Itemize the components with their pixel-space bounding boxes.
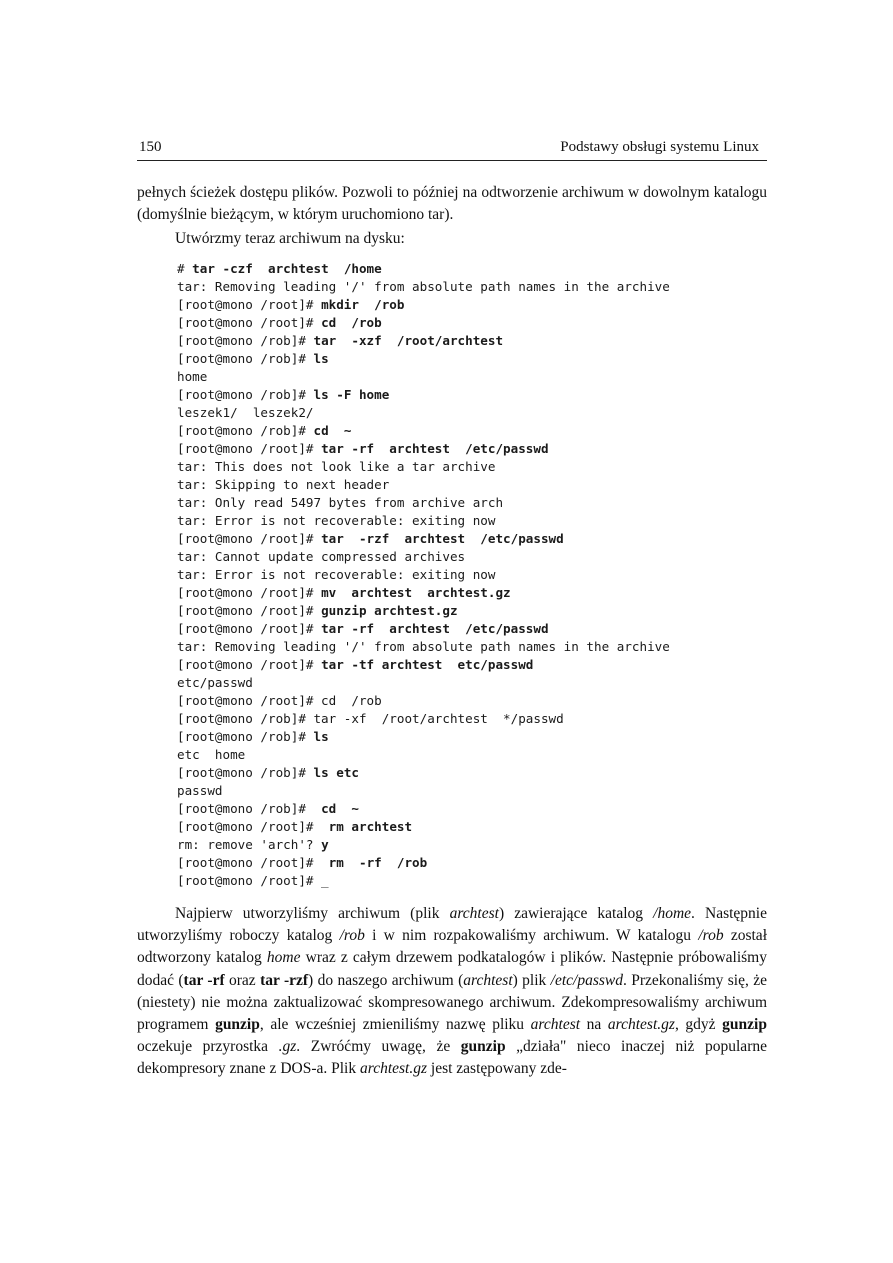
command: gunzip: [722, 1016, 767, 1034]
terminal-line: [177, 764, 777, 782]
filename: archtest: [463, 971, 513, 989]
text-run: . Zwróćmy uwagę, że: [296, 1038, 461, 1056]
running-title: Podstawy obsługi systemu Linux: [560, 139, 759, 155]
terminal-command: ls etc: [313, 765, 359, 780]
terminal-prompt: tar: Error is not recoverable: exiting now: [177, 567, 496, 582]
terminal-prompt: [root@mono /rob]# tar -xf /root/archtest */passwd: [177, 711, 564, 726]
terminal-line: [177, 314, 777, 332]
terminal-prompt: tar: Only read 5497 bytes from archive arch: [177, 495, 504, 510]
terminal-line: [177, 566, 777, 584]
terminal-prompt: [root@mono /root]#: [177, 657, 322, 672]
terminal-line: [177, 620, 777, 638]
terminal-prompt: [root@mono /root]#: [177, 315, 322, 330]
terminal-line: [177, 818, 777, 836]
terminal-command: ls: [313, 729, 329, 744]
filename: archtest.gz: [359, 1060, 428, 1078]
filename: archtest: [530, 1016, 581, 1034]
text-run: . Przekonaliśmy się, że (niestety) nie można zaktualizować skompresowanego archiwum. Zdekompresowaliśmy archiwum programem: [137, 971, 767, 1034]
terminal-prompt: home: [177, 369, 208, 384]
terminal-prompt: [root@mono /rob]#: [177, 801, 322, 816]
text-run: , gdyż: [674, 1016, 723, 1034]
terminal-command: rm archtest: [328, 819, 413, 834]
terminal-command: cd /rob: [321, 315, 382, 330]
terminal-command: mv archtest archtest.gz: [321, 585, 511, 600]
terminal-line: [177, 278, 777, 296]
text-run: „działa" nieco inaczej niż popularne dekompresory znane z DOS-a. Plik: [137, 1038, 767, 1078]
terminal-line: [177, 260, 777, 278]
terminal-command: cd ~: [321, 801, 359, 816]
filename: archtest: [449, 905, 499, 922]
terminal-line: [177, 296, 777, 314]
terminal-prompt: tar: Removing leading '/' from absolute path names in the archive: [177, 279, 670, 294]
terminal-prompt: passwd: [177, 783, 223, 798]
terminal-line: [177, 440, 777, 458]
text-run: jest zastępowany zde-: [427, 1060, 567, 1078]
paragraph-create-archive: Utwórzmy teraz archiwum na dysku:: [175, 230, 405, 247]
terminal-line: [177, 854, 777, 872]
terminal-prompt: [root@mono /root]#: [177, 621, 322, 636]
terminal-line: [177, 800, 777, 818]
terminal-line: [177, 404, 777, 422]
text-run: ) plik: [512, 971, 551, 989]
terminal-prompt: [root@mono /rob]#: [177, 351, 314, 366]
terminal-line: [177, 332, 777, 350]
terminal-line: [177, 548, 777, 566]
terminal-prompt: [root@mono /root]#: [177, 297, 322, 312]
terminal-line: [177, 584, 777, 602]
filename: archtest.gz: [607, 1016, 675, 1034]
terminal-line: [177, 350, 777, 368]
terminal-command: tar -rf archtest /etc/passwd: [321, 441, 549, 456]
terminal-prompt: [root@mono /rob]#: [177, 333, 314, 348]
terminal-line: [177, 512, 777, 530]
terminal-line: [177, 872, 777, 890]
terminal-listing: [177, 260, 777, 890]
command: tar -rzf: [260, 971, 309, 989]
terminal-command: tar -czf archtest /home: [192, 261, 382, 276]
text-run: oczekuje przyrostka: [137, 1038, 279, 1056]
text-run: na: [580, 1016, 608, 1034]
terminal-line: [177, 494, 777, 512]
terminal-command: tar -tf archtest etc/passwd: [321, 657, 534, 672]
terminal-prompt: [root@mono /root]# cd /rob: [177, 693, 382, 708]
command: gunzip: [215, 1016, 260, 1034]
terminal-line: [177, 836, 777, 854]
text-run: oraz: [224, 971, 261, 989]
text-run: i w nim rozpakowaliśmy archiwum. W katalogu: [364, 927, 699, 945]
extension: .gz: [278, 1038, 297, 1056]
terminal-prompt: tar: Removing leading '/' from absolute path names in the archive: [177, 639, 670, 654]
text-run: ) zawierające katalog: [498, 905, 654, 922]
terminal-command: mkdir /rob: [321, 297, 405, 312]
terminal-prompt: tar: Skipping to next header: [177, 477, 390, 492]
terminal-line: [177, 368, 777, 386]
terminal-line: [177, 728, 777, 746]
terminal-line: [177, 386, 777, 404]
dirname: /rob: [698, 927, 724, 945]
terminal-line: [177, 692, 777, 710]
terminal-prompt: rm: remove 'arch'?: [177, 837, 322, 852]
text-run: został odtworzony katalog: [137, 927, 767, 967]
terminal-prompt: [root@mono /root]# _: [177, 873, 329, 888]
terminal-prompt: [root@mono /rob]#: [177, 765, 314, 780]
terminal-prompt: tar: Error is not recoverable: exiting now: [177, 513, 496, 528]
terminal-prompt: tar: This does not look like a tar archive: [177, 459, 496, 474]
dirname: /rob: [339, 927, 365, 945]
filename: /etc/passwd: [550, 971, 624, 989]
text-run: ) do naszego archiwum (: [308, 971, 464, 989]
text-run: Najpierw utworzyliśmy archiwum (plik: [175, 905, 450, 922]
terminal-command: tar -rzf archtest /etc/passwd: [321, 531, 564, 546]
terminal-prompt: [root@mono /rob]#: [177, 423, 314, 438]
terminal-prompt: [root@mono /root]#: [177, 603, 322, 618]
terminal-command: ls: [313, 351, 329, 366]
terminal-line: [177, 422, 777, 440]
terminal-prompt: etc/passwd: [177, 675, 253, 690]
terminal-prompt: leszek1/ leszek2/: [177, 405, 314, 420]
terminal-line: [177, 638, 777, 656]
terminal-line: [177, 710, 777, 728]
terminal-line: [177, 656, 777, 674]
text-run: , ale wcześniej zmieniliśmy nazwę pliku: [259, 1016, 531, 1034]
terminal-line: [177, 674, 777, 692]
terminal-prompt: [root@mono /root]#: [177, 531, 322, 546]
terminal-command: tar -xzf /root/archtest: [313, 333, 504, 348]
page-number: 150: [139, 139, 162, 155]
dirname: home: [266, 949, 301, 967]
text-run: wraz z całym drzewem podkatalogów i plików. Następnie próbowaliśmy dodać (: [137, 949, 767, 989]
page-header: [137, 138, 767, 161]
command: gunzip: [460, 1038, 506, 1056]
terminal-prompt: [root@mono /rob]#: [177, 729, 314, 744]
terminal-command: cd ~: [313, 423, 352, 438]
terminal-line: [177, 458, 777, 476]
terminal-line: [177, 602, 777, 620]
terminal-line: [177, 530, 777, 548]
terminal-line: [177, 476, 777, 494]
terminal-line: [177, 782, 777, 800]
dirname: /home: [653, 905, 692, 922]
terminal-line: [177, 746, 777, 764]
terminal-prompt: [root@mono /root]#: [177, 441, 322, 456]
terminal-prompt: [root@mono /root]#: [177, 855, 329, 870]
text-run: . Następnie utworzyliśmy roboczy katalog: [137, 905, 767, 945]
paragraph-explanation: [137, 903, 767, 1081]
terminal-command: tar -rf archtest /etc/passwd: [321, 621, 549, 636]
terminal-command: rm -rf /rob: [328, 855, 428, 870]
terminal-command: y: [321, 837, 329, 852]
terminal-prompt: [root@mono /rob]#: [177, 387, 314, 402]
terminal-prompt: #: [177, 261, 193, 276]
terminal-prompt: [root@mono /root]#: [177, 819, 329, 834]
paragraph-intro: pełnych ścieżek dostępu plików. Pozwoli to później na odtworzenie archiwum w dowolnym katalogu (domyślnie bieżącym, w którym uruchomiono tar).: [137, 184, 767, 223]
terminal-prompt: tar: Cannot update compressed archives: [177, 549, 466, 564]
terminal-command: gunzip archtest.gz: [321, 603, 458, 618]
terminal-prompt: [root@mono /root]#: [177, 585, 322, 600]
command: tar -rf: [183, 971, 225, 989]
terminal-prompt: etc home: [177, 747, 246, 762]
terminal-command: ls -F home: [313, 387, 390, 402]
